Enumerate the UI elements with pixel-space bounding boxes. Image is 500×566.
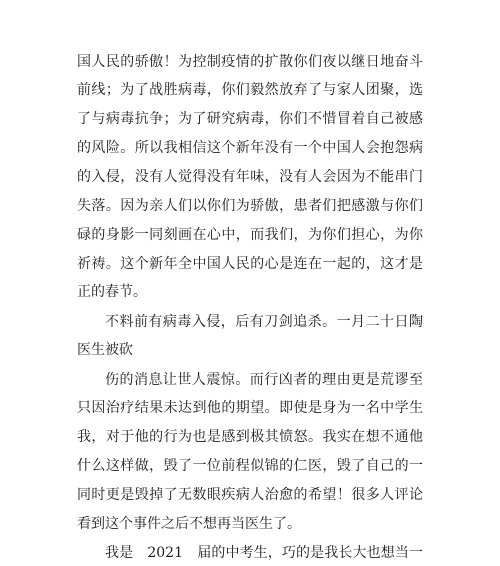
- text-line: 什么这样做，毁了一位前程似锦的仁医，毁了自己的一: [77, 458, 423, 474]
- text-line: 我是 2021 届的中考生，巧的是我长大也想当一: [105, 545, 423, 561]
- text-line: 前线；为了战胜病毒，你们毅然放弃了与家人团聚，选: [77, 82, 423, 98]
- text-line: 的风险。所以我相信这个新年没有一个中国人会抱怨病: [77, 140, 423, 156]
- text-line: 正的春节。: [77, 284, 147, 300]
- text-line: 不料前有病毒入侵，后有刀剑追杀。一月二十日陶: [105, 314, 423, 330]
- text-line: 医生被砍: [77, 342, 133, 358]
- text-line: 伤的消息让世人震惊。而行凶者的理由更是荒谬至: [105, 372, 423, 388]
- text-line: 祈祷。这个新年全中国人民的心是连在一起的，这才是: [77, 256, 423, 272]
- text-line: 同时更是毁掉了无数眼疾病人治愈的希望！很多人评论: [77, 487, 423, 503]
- text-line: 国人民的骄傲！为控制疫情的扩散你们夜以继日地奋斗: [77, 54, 423, 70]
- text-line: 了与病毒抗争；为了研究病毒，你们不惜冒着自己被感: [77, 111, 423, 127]
- text-line: 失落。因为亲人们以你们为骄傲，患者们把感激与你们: [77, 198, 423, 214]
- text-line: 看到这个事件之后不想再当医生了。: [77, 516, 301, 532]
- text-line: 碌的身影一同刻画在心中，而我们，为你们担心，为你: [77, 227, 423, 243]
- text-line: 我，对于他的行为也是感到极其愤怒。我实在想不通他: [77, 429, 423, 445]
- text-line: 的入侵，没有人觉得没有年味，没有人会因为不能串门: [77, 169, 423, 185]
- text-line: 只因治疗结果未达到他的期望。即使是身为一名中学生: [77, 400, 423, 416]
